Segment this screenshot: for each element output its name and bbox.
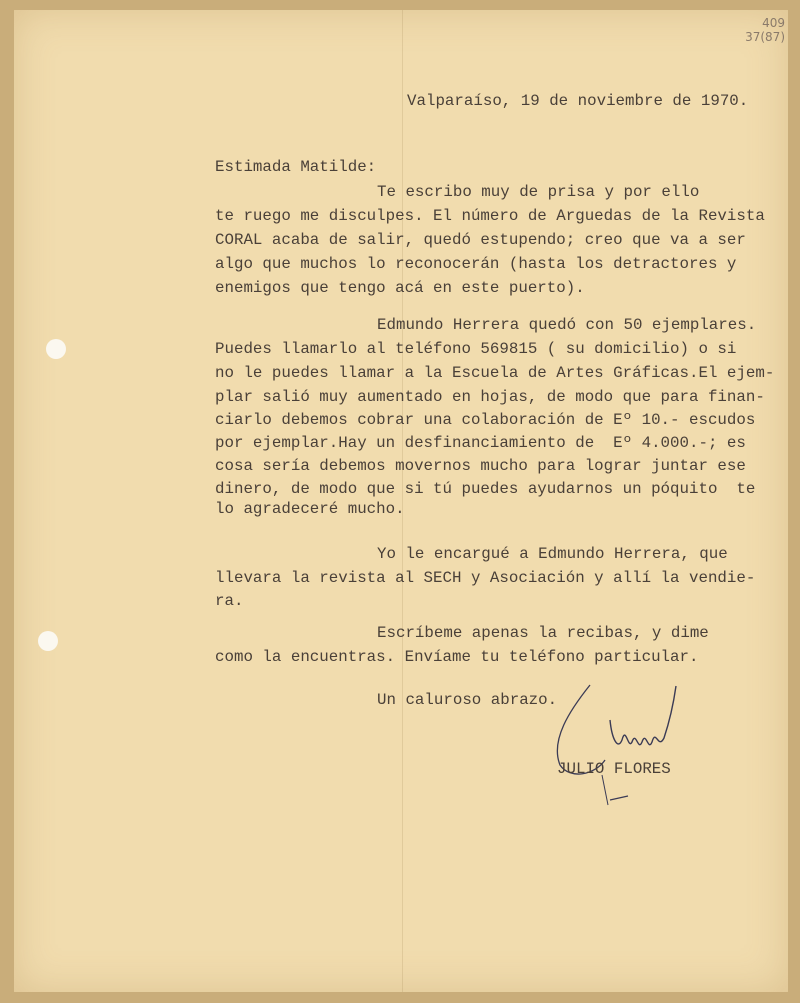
archive-note bbox=[730, 16, 785, 44]
archive-reference: 37(87) bbox=[745, 30, 785, 44]
body-line: por ejemplar.Hay un desfinanciamiento de Eº 4.000.-; es bbox=[215, 434, 746, 452]
body-line: te ruego me disculpes. El número de Arguedas de la Revista bbox=[215, 207, 765, 225]
body-line: plar salió muy aumentado en hojas, de modo que para finan- bbox=[215, 388, 765, 406]
body-line: ciarlo debemos cobrar una colaboración de Eº 10.- escudos bbox=[215, 411, 756, 429]
punch-hole bbox=[38, 631, 58, 651]
signature-name: JULIO FLORES bbox=[557, 760, 671, 778]
body-line: Puedes llamarlo al teléfono 569815 ( su domicilio) o si bbox=[215, 340, 737, 358]
body-line: ra. bbox=[215, 592, 244, 610]
body-line: como la encuentras. Envíame tu teléfono particular. bbox=[215, 648, 699, 666]
body-line: Yo le encargué a Edmundo Herrera, que bbox=[377, 545, 728, 563]
body-line: no le puedes llamar a la Escuela de Artes Gráficas.El ejem- bbox=[215, 364, 775, 382]
punch-hole bbox=[46, 339, 66, 359]
salutation: Estimada Matilde: bbox=[215, 158, 377, 176]
handwritten-signature bbox=[540, 680, 700, 810]
body-line: llevara la revista al SECH y Asociación y allí la vendie- bbox=[215, 569, 756, 587]
body-line: algo que muchos lo reconocerán (hasta los detractores y bbox=[215, 255, 737, 273]
closing: Un caluroso abrazo. bbox=[377, 691, 558, 709]
body-line: dinero, de modo que si tú puedes ayudarnos un póquito te bbox=[215, 480, 756, 498]
body-line: CORAL acaba de salir, quedó estupendo; creo que va a ser bbox=[215, 231, 746, 249]
body-line: Te escribo muy de prisa y por ello bbox=[377, 183, 700, 201]
body-line: Escríbeme apenas la recibas, y dime bbox=[377, 624, 709, 642]
date-line: Valparaíso, 19 de noviembre de 1970. bbox=[407, 92, 749, 110]
body-line: cosa sería debemos movernos mucho para lograr juntar ese bbox=[215, 457, 746, 475]
body-line: enemigos que tengo acá en este puerto). bbox=[215, 279, 585, 297]
archive-number: 409 bbox=[762, 16, 785, 30]
body-line: lo agradeceré mucho. bbox=[215, 500, 405, 518]
body-line: Edmundo Herrera quedó con 50 ejemplares. bbox=[377, 316, 757, 334]
